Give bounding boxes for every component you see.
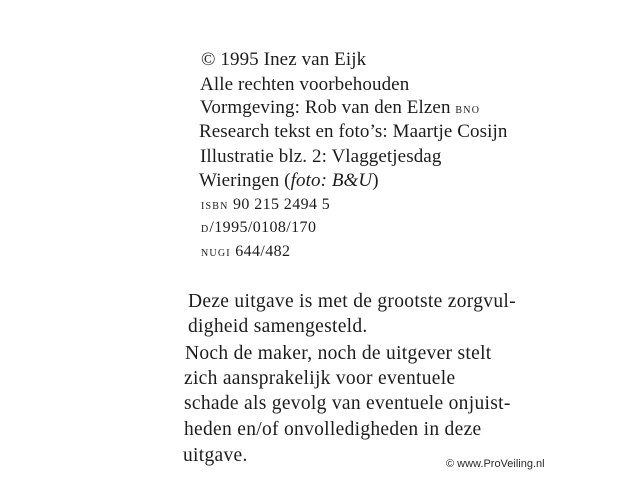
- disclaimer-line: zich aansprakelijk voor eventuele: [184, 368, 456, 389]
- disclaimer-line: digheid samengesteld.: [188, 316, 368, 337]
- deposit-value: /1995/0108/170: [209, 219, 317, 236]
- copyright-text: © 1995 Inez van Eijk: [201, 49, 367, 70]
- design-credit-suffix: bno: [455, 102, 481, 117]
- design-credit-line: [200, 97, 480, 121]
- location-close-paren: ): [372, 170, 379, 191]
- research-credit-text: Research tekst en foto’s: Maartje Cosijn: [199, 121, 508, 142]
- disclaimer-line: Noch de maker, noch de uitgever stelt: [185, 343, 492, 364]
- rights-text: Alle rechten voorbehouden: [200, 74, 410, 95]
- isbn-label: isbn: [201, 198, 229, 213]
- copyright-line: [201, 49, 366, 71]
- disclaimer-line: uitgave.: [183, 445, 248, 466]
- research-credit-line: [199, 121, 507, 143]
- rights-line: [200, 74, 409, 96]
- deposit-line: [201, 217, 316, 240]
- deposit-prefix: d: [201, 221, 210, 236]
- design-credit-text: Vormgeving: Rob van den Elzen: [200, 97, 456, 118]
- watermark: © www.ProVeiling.nl: [446, 458, 545, 470]
- location-line: [199, 170, 379, 192]
- location-text: Wieringen (: [199, 170, 291, 191]
- photo-credit-text: foto: B&U: [290, 170, 373, 191]
- disclaimer-line: Deze uitgave is met de grootste zorgvul-: [188, 291, 516, 312]
- illustration-credit-line: [200, 146, 441, 168]
- illustration-credit-text: Illustratie blz. 2: Vlaggetjesdag: [200, 146, 442, 167]
- isbn-value: 90 215 2494 5: [228, 196, 331, 213]
- nugi-label: nugi: [201, 245, 231, 260]
- nugi-value: 644/482: [230, 243, 291, 260]
- disclaimer-line: heden en/of onvolledigheden in deze: [184, 419, 482, 440]
- isbn-line: [201, 194, 330, 217]
- nugi-line: [201, 241, 290, 264]
- disclaimer-line: schade als gevolg van eventuele onjuist-: [184, 393, 511, 414]
